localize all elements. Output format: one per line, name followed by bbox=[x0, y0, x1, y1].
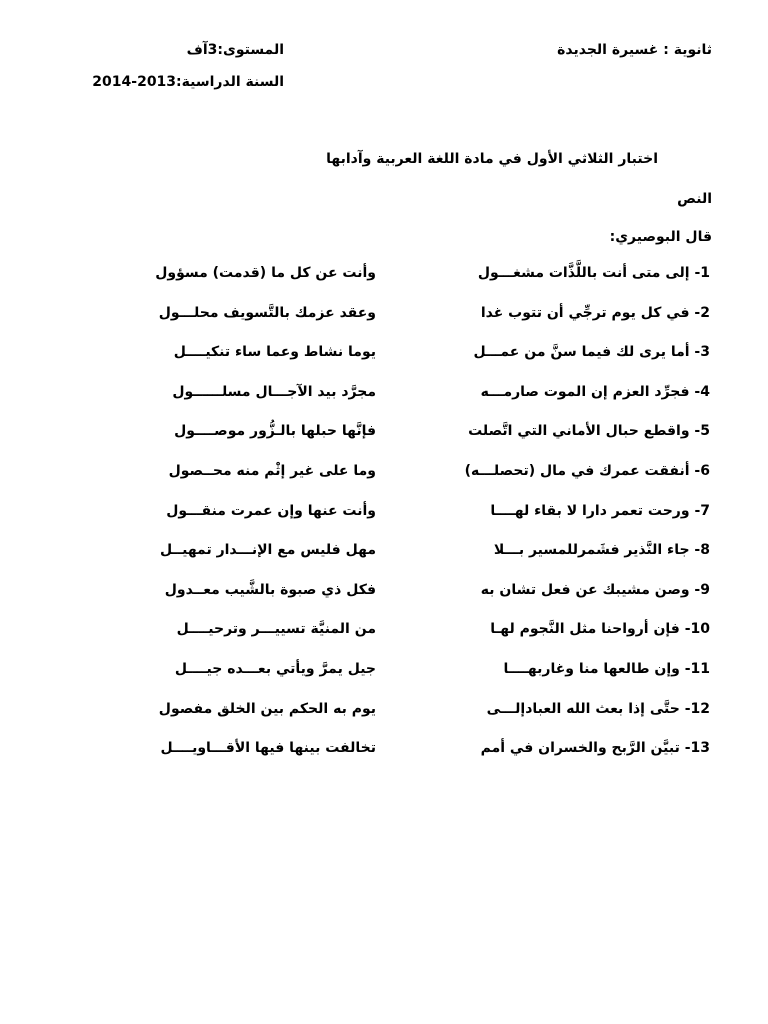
verse bbox=[0, 420, 768, 460]
text-heading: النص bbox=[677, 191, 712, 207]
verse-second-hemistich: وأنت عن كل ما (قدمت) مسؤول bbox=[155, 265, 376, 281]
verse-first-hemistich: 13- تبيَّن الرَّبح والخسران في أمم bbox=[480, 740, 710, 757]
verse-second-hemistich: وأنت عنها وإن عمرت منقـــول bbox=[166, 502, 376, 519]
school-year: السنة الدراسية:2013-2014 bbox=[92, 74, 284, 90]
poet-attribution: قال البوصيري: bbox=[609, 229, 712, 245]
verse bbox=[0, 658, 768, 698]
verse bbox=[0, 381, 768, 421]
verse bbox=[0, 500, 768, 540]
verse-second-hemistich: من المنيَّة تسييـــر وترحيــــل bbox=[176, 621, 376, 638]
verse-second-hemistich: مجرَّد بيد الآجـــال مسلــــــول bbox=[172, 383, 376, 400]
verse-second-hemistich: وما على غير إثْم منه محــصول bbox=[168, 462, 376, 479]
school-name: ثانوية : غسيرة الجديدة bbox=[557, 42, 712, 58]
verse-second-hemistich: يوم به الحكم بين الخلق مفصول bbox=[158, 700, 376, 717]
verse-first-hemistich: 3- أما يرى لك فيما سنَّ من عمـــل bbox=[473, 344, 710, 361]
verse-second-hemistich: فإنَّها حبلها بالـزُّور موصــــول bbox=[174, 423, 376, 440]
verse-second-hemistich: تخالفت بينها فيها الأقـــاويــــل bbox=[160, 740, 376, 757]
verse-second-hemistich: فكل ذي صبوة بالشَّيب معــدول bbox=[164, 581, 376, 598]
verse bbox=[0, 262, 768, 302]
verse-first-hemistich: 12- حتَّى إذا بعث الله العبادإلـــى bbox=[486, 700, 710, 717]
verse-first-hemistich: 11- وإن طالعها منا وغاربهــــا bbox=[503, 660, 710, 677]
exam-title: اختبار الثلاثي الأول في مادة اللغة العربية وآدابها bbox=[326, 151, 658, 167]
verse-first-hemistich: 6- أنفقت عمرك في مال (تحصلـــه) bbox=[464, 462, 710, 479]
verse bbox=[0, 302, 768, 342]
verse bbox=[0, 737, 768, 777]
verse-second-hemistich: يوما نشاط وعما ساء تنكيــــل bbox=[173, 344, 376, 361]
verse bbox=[0, 460, 768, 500]
verse-first-hemistich: 7- ورحت تعمر دارا لا بقاء لهــــا bbox=[490, 502, 710, 519]
poem bbox=[0, 262, 768, 777]
verse-first-hemistich: 10- فإن أرواحنا مثل النَّجوم لهـا bbox=[490, 621, 710, 638]
verse-second-hemistich: وعقد عزمك بالتَّسويف محلـــول bbox=[158, 304, 376, 321]
verse-second-hemistich: مهل فليس مع الإنـــدار تمهيــل bbox=[160, 542, 376, 559]
verse-first-hemistich: 5- واقطع حبال الأماني التي اتَّصلت bbox=[468, 423, 710, 440]
verse bbox=[0, 618, 768, 658]
class-level: المستوى:3آف bbox=[186, 42, 284, 58]
verse-second-hemistich: جيل يمرَّ ويأتي بعـــده جيــــل bbox=[174, 660, 376, 677]
verse-first-hemistich: 9- وصن مشيبك عن فعل تشان به bbox=[480, 581, 710, 598]
verse bbox=[0, 579, 768, 619]
verse bbox=[0, 698, 768, 738]
verse-first-hemistich: 4- فجرِّد العزم إن الموت صارمـــه bbox=[480, 383, 710, 400]
verse-first-hemistich: 1- إلى متى أنت باللَّذَّات مشغـــول bbox=[477, 265, 710, 281]
verse bbox=[0, 341, 768, 381]
verse bbox=[0, 539, 768, 579]
verse-first-hemistich: 2- في كل يوم ترجِّي أن تتوب غدا bbox=[480, 304, 710, 321]
verse-first-hemistich: 8- جاء النَّذير فشَمرللمسير بـــلا bbox=[493, 542, 710, 559]
